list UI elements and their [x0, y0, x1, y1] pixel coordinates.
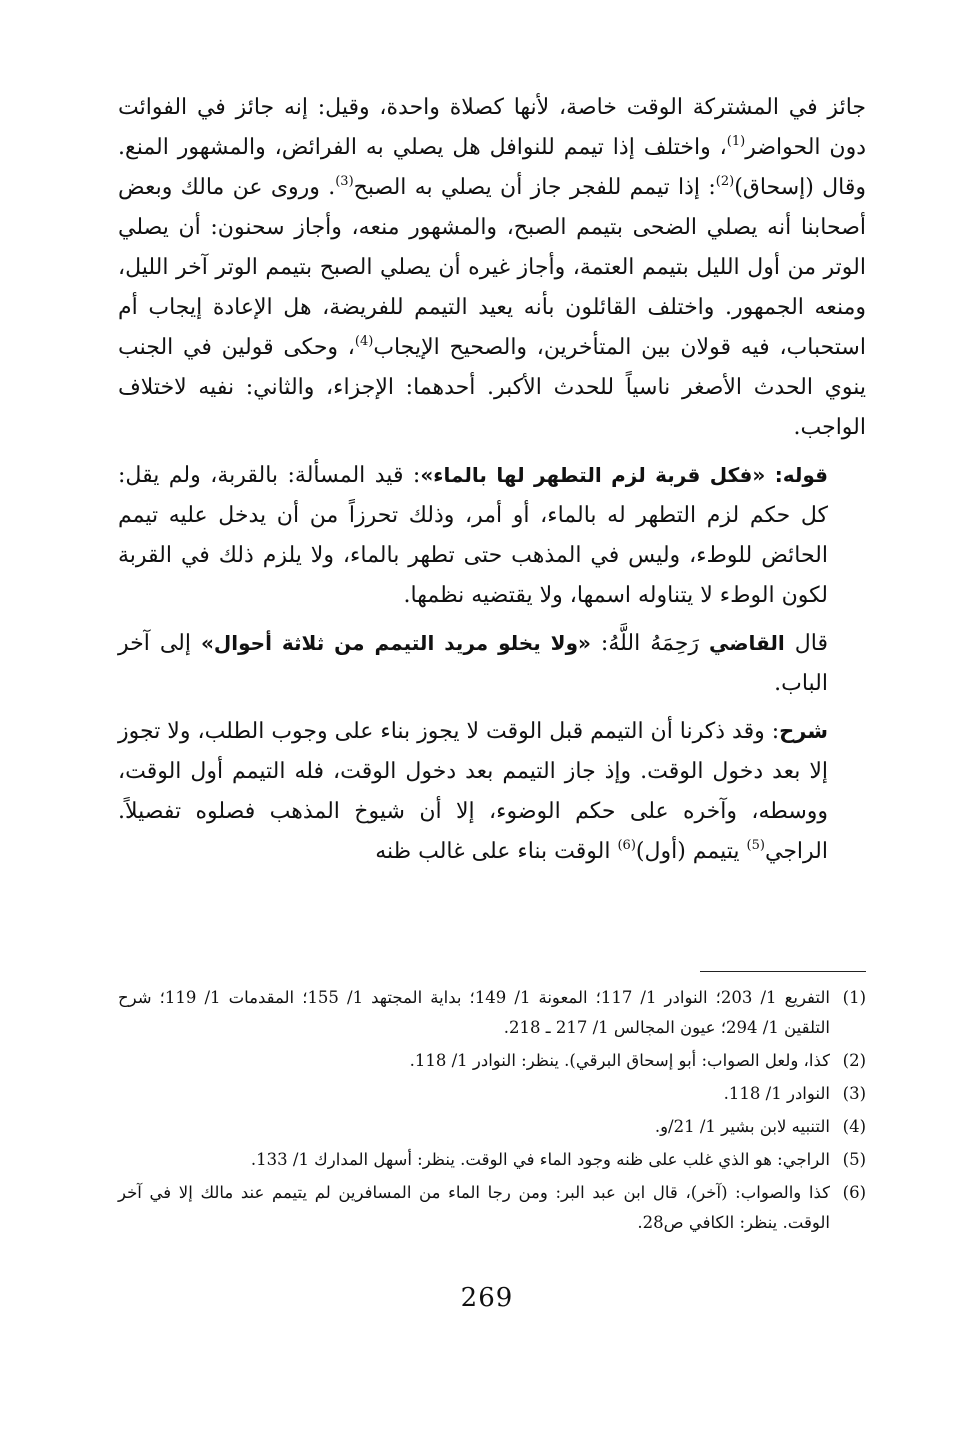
footnote-number: (1) [842, 988, 866, 1007]
paragraph-1 [118, 88, 866, 448]
footnote-text: التفريع 1/ 203؛ النوادر 1/ 117؛ المعونة 1/ 149؛ بداية المجتهد 1/ 155؛ المقدمات 1/ 119؛ شرح التلقين 1/ 294؛ عيون المجالس 1/ 217 ـ 218. [118, 988, 830, 1037]
paragraph-1-part-2: ، واختلف إذا تيمم للنوافل هل يصلي به الفرائض، والمشهور المنع. وقال (إسحاق) [118, 135, 867, 200]
paragraph-1-part-1: جائز في المشتركة الوقت خاصة، لأنها كصلاة واحدة، وقيل: إنه جائز في الفوائت دون الحواضر [118, 95, 866, 160]
paragraph-3-honorific: رَحِمَهُ اللَّهُ: [590, 631, 709, 656]
footnote-item [118, 1145, 866, 1175]
footnote-ref-4[interactable]: (4) [354, 334, 374, 349]
footnote-item [118, 1046, 866, 1076]
footnote-number: (3) [842, 1084, 866, 1103]
paragraph-4-part-3: الوقت بناء على غالب ظنه [375, 839, 618, 864]
paragraph-3-quote: «ولا يخلو مريد التيمم من ثلاثة أحوال» [200, 631, 591, 655]
footnote-separator [700, 971, 866, 972]
footnote-number: (4) [842, 1117, 866, 1136]
footnote-ref-2[interactable]: (2) [715, 174, 735, 189]
footnote-number: (6) [842, 1183, 866, 1202]
footnote-text: الراجي: هو الذي غلب على ظنه وجود الماء في الوقت. ينظر: أسهل المدارك 1/ 133. [250, 1150, 830, 1169]
footnote-number: (5) [842, 1150, 866, 1169]
paragraph-3-name: القاضي [708, 631, 785, 655]
footnote-number: (2) [842, 1051, 866, 1070]
paragraph-2 [118, 455, 866, 616]
footnote-item [118, 1178, 866, 1238]
footnote-ref-6[interactable]: (6) [617, 838, 636, 853]
main-text [118, 88, 866, 879]
paragraph-4 [118, 711, 866, 872]
footnote-text: كذا، ولعل الصواب: أبو إسحاق البرقي). ينظر: النوادر 1/ 118. [409, 1051, 830, 1070]
footnote-item [118, 1079, 866, 1109]
footnote-ref-1[interactable]: (1) [726, 134, 746, 149]
footnote-ref-5[interactable]: (5) [746, 838, 765, 853]
paragraph-3-lead: قال [784, 631, 828, 656]
paragraph-4-part-2: يتيمم (أول) [635, 839, 747, 864]
footnote-ref-3[interactable]: (3) [335, 174, 354, 189]
footnote-text: التنبيه لابن بشير 1/ 21/و. [654, 1117, 830, 1136]
paragraph-4-part-1: : وقد ذكرنا أن التيمم قبل الوقت لا يجوز بناء على وجوب الطلب، ولا تجوز إلا بعد دخول الوقت. وإذ جاز التيمم بعد دخول الوقت، فله التيمم أول الوقت، ووسطه، وآخره على حكم الوضوء، إلا أن شيوخ المذهب فصلوه تفصيلاً. الراجي [118, 719, 828, 864]
paragraph-2-lead: قوله: [765, 463, 829, 487]
sharh-label: شرح [779, 719, 828, 743]
paragraph-1-part-5: ، وحكى قولين في الجنب ينوي الحدث الأصغر ناسياً للحدث الأكبر. أحدهما: الإجزاء، والثاني: نفيه لاختلاف الواجب. [118, 335, 866, 440]
paragraph-2-rest: : قيد المسألة: بالقربة، ولم يقل: كل حكم لزم التطهر له بالماء، أو أمر، وذلك تحرزاً من أن يدخل عليه تيمم الحائض للوطء، وليس في المذهب حتى تطهر بالماء، ولا يلزم ذلك في القربة لكون الوطء لا يتناوله اسمها، ولا يقتضيه نظمها. [118, 463, 828, 608]
footnote-item [118, 1112, 866, 1142]
paragraph-1-part-3: : إذا تيمم للفجر جاز أن يصلي به الصبح [353, 175, 716, 200]
footnotes-section [118, 983, 866, 1241]
paragraph-3-rest: إلى آخر الباب. [118, 631, 828, 696]
paragraph-3 [118, 623, 866, 704]
footnote-item [118, 983, 866, 1043]
page-number: 269 [460, 1283, 514, 1313]
footnote-text: النوادر 1/ 118. [723, 1084, 830, 1103]
paragraph-1-part-4: . وروى عن مالك وبعض أصحابنا أنه يصلي الضحى بتيمم الصبح، والمشهور منعه، وأجاز سحنون: أن يصلي الوتر من أول الليل بتيمم العتمة، وأجاز غيره أن يصلي الصبح بتيمم الوتر آخر الليل، ومنعه الجمهور. واختلف القائلون بأنه يعيد التيمم للفريضة، هل الإعادة إيجاب أم استحباب، فيه قولان بين المتأخرين، والصحيح الإيجاب [118, 175, 866, 360]
paragraph-2-quote: «فكل قربة لزم التطهر لها بالماء» [420, 463, 766, 487]
footnote-text: كذا والصواب: (آخر)، قال ابن عبد البر: ومن رجا الماء من المسافرين لم يتيمم عند مالك إلا في آخر الوقت. ينظر: الكافي ص28. [118, 1183, 830, 1232]
